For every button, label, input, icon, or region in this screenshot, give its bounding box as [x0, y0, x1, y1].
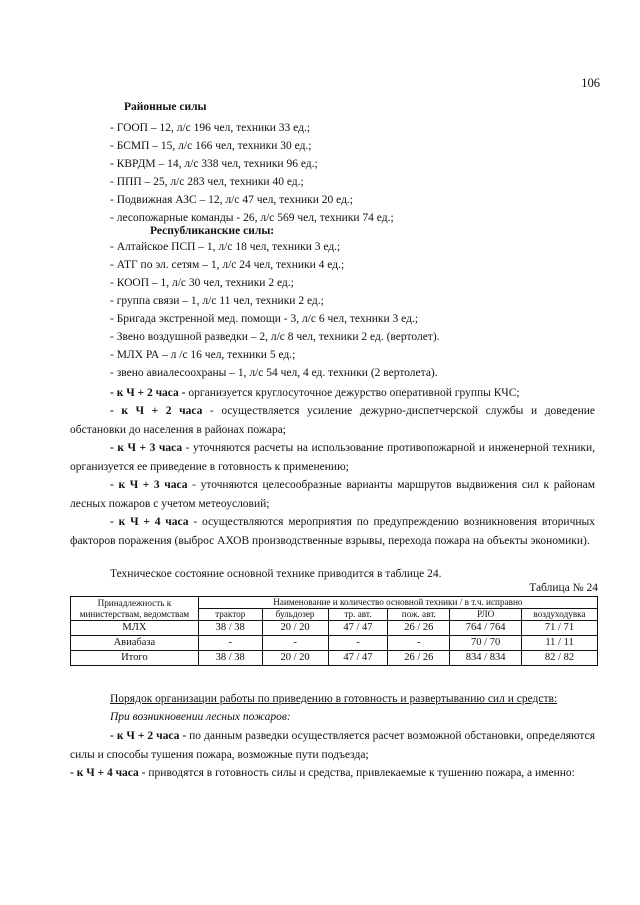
list-item: - Бригада экстренной мед. помощи - 3, л/с 6 чел, техники 3 ед.; [110, 313, 419, 325]
list-item: - КВРДМ – 14, л/с 338 чел, техники 96 ед.; [110, 158, 318, 170]
table-row-name: Авиабаза [71, 636, 199, 651]
table-header-owner: Принадлежность к министерствам, ведомствам [71, 597, 199, 621]
table-cell: 11 / 11 [522, 636, 598, 651]
table-row-name: МЛХ [71, 621, 199, 636]
list-item: - АТГ по эл. сетям – 1, л/с 24 чел, техники 4 ед.; [110, 259, 345, 271]
step-text: по данным разведки осуществляется расчет возможной обстановки, определяются силы и способы тушения пожара, возможные пути подъезда; [70, 730, 595, 761]
step-text: - уточняются расчеты на использование противопожарной и инженерной техники, организуется ее приведение в готовность к применению; [70, 442, 595, 473]
step-text: организуется круглосуточное дежурство оперативной группы КЧС; [188, 387, 520, 399]
table-header-cell: пож. авт. [388, 609, 450, 621]
step-paragraph [70, 513, 595, 550]
step-time: - к Ч + 2 часа - [110, 387, 189, 399]
table-header-cell: РЛО [450, 609, 522, 621]
list-item: - звено авиалесоохраны – 1, л/с 54 чел, 4 ед. техники (2 вертолета). [110, 367, 438, 379]
equipment-table [70, 596, 598, 666]
step-text: - осуществляются мероприятия по предупреждению возникновения вторичных факторов поражения (выброс АХОВ производственные взрывы, перехода пожара на объекты экономики). [70, 516, 595, 547]
table-cell: 82 / 82 [522, 651, 598, 666]
table-intro: Техническое состояние основной технике приводится в таблице 24. [110, 568, 442, 580]
table-cell: - [328, 636, 388, 651]
table-cell: 20 / 20 [262, 621, 328, 636]
step-time: - к Ч + 3 часа [110, 442, 183, 454]
step-paragraph [70, 402, 595, 439]
list-item: - КООП – 1, л/с 30 чел, техники 2 ед.; [110, 277, 294, 289]
page-number: 106 [581, 76, 600, 90]
table-cell: 38 / 38 [198, 651, 262, 666]
district-forces-list [110, 119, 394, 227]
list-item: - ППП – 25, л/с 283 чел, техники 40 ед.; [110, 176, 304, 188]
table-cell: 71 / 71 [522, 621, 598, 636]
table-cell: 20 / 20 [262, 651, 328, 666]
table-row [71, 651, 598, 666]
table-row [71, 621, 598, 636]
table-cell: - [388, 636, 450, 651]
table-header-group: Наименование и количество основной техники / в т.ч. исправно [198, 597, 597, 609]
table-cell: 47 / 47 [328, 651, 388, 666]
step-text: приводятся в готовность силы и средства, привлекаемые к тушению пожара, а именно: [148, 767, 575, 779]
table-cell: - [262, 636, 328, 651]
table-caption: Таблица № 24 [529, 582, 598, 594]
district-forces-heading: Районные силы [124, 101, 207, 113]
list-item: - ГООП – 12, л/с 196 чел, техники 33 ед.; [110, 122, 311, 134]
step-time: - к Ч + 2 часа - [110, 730, 190, 742]
table-cell: 26 / 26 [388, 651, 450, 666]
table-header-cell: трактор [198, 609, 262, 621]
step-time: - к Ч + 4 часа - [70, 767, 149, 779]
order-heading: Порядок организации работы по приведению в готовность и развертыванию сил и средств: [110, 693, 558, 705]
tail-paragraph [70, 727, 595, 764]
table-header-cell: тр. авт. [328, 609, 388, 621]
list-item: - Подвижная АЗС – 12, л/с 47 чел, техники 20 ед.; [110, 194, 353, 206]
step-text: - уточняются целесообразные варианты маршрутов выдвижения сил к районам лесных пожаров с учетом метеоусловий; [70, 479, 595, 510]
list-item: - БСМП – 15, л/с 166 чел, техники 30 ед.; [110, 140, 312, 152]
tail-paragraph [70, 764, 595, 783]
step-time: - к Ч + 4 часа [110, 516, 189, 528]
republic-forces-list [110, 238, 440, 382]
order-subheading: При возникновении лесных пожаров: [110, 711, 291, 723]
list-item: - группа связи – 1, л/с 11 чел, техники 2 ед.; [110, 295, 324, 307]
table-cell: 26 / 26 [388, 621, 450, 636]
table-cell: - [198, 636, 262, 651]
table-cell: 764 / 764 [450, 621, 522, 636]
table-cell: 47 / 47 [328, 621, 388, 636]
list-item: - Звено воздушной разведки – 2, л/с 8 чел, техники 2 ед. (вертолет). [110, 331, 440, 343]
list-item: - МЛХ РА – л /с 16 чел, техники 5 ед.; [110, 349, 296, 361]
step-paragraph [70, 476, 595, 513]
step-paragraph [70, 384, 595, 403]
step-text: - осуществляется усиление дежурно-диспетчерской службы и доведение обстановки до населения в районах пожара; [70, 405, 595, 436]
list-item: - Алтайское ПСП – 1, л/с 18 чел, техники 3 ед.; [110, 241, 341, 253]
list-item: - лесопожарные команды - 26, л/с 569 чел, техники 74 ед.; [110, 212, 394, 224]
step-paragraph [70, 439, 595, 476]
table-cell: 38 / 38 [198, 621, 262, 636]
table-header-cell: воздуходувка [522, 609, 598, 621]
step-time: - к Ч + 2 часа [110, 405, 203, 417]
republic-forces-heading: Республиканские силы: [150, 225, 275, 237]
table-header-cell: бульдозер [262, 609, 328, 621]
step-time: - к Ч + 3 часа [110, 479, 188, 491]
table-row [71, 636, 598, 651]
table-cell: 834 / 834 [450, 651, 522, 666]
table-row-name: Итого [71, 651, 199, 666]
table-cell: 70 / 70 [450, 636, 522, 651]
